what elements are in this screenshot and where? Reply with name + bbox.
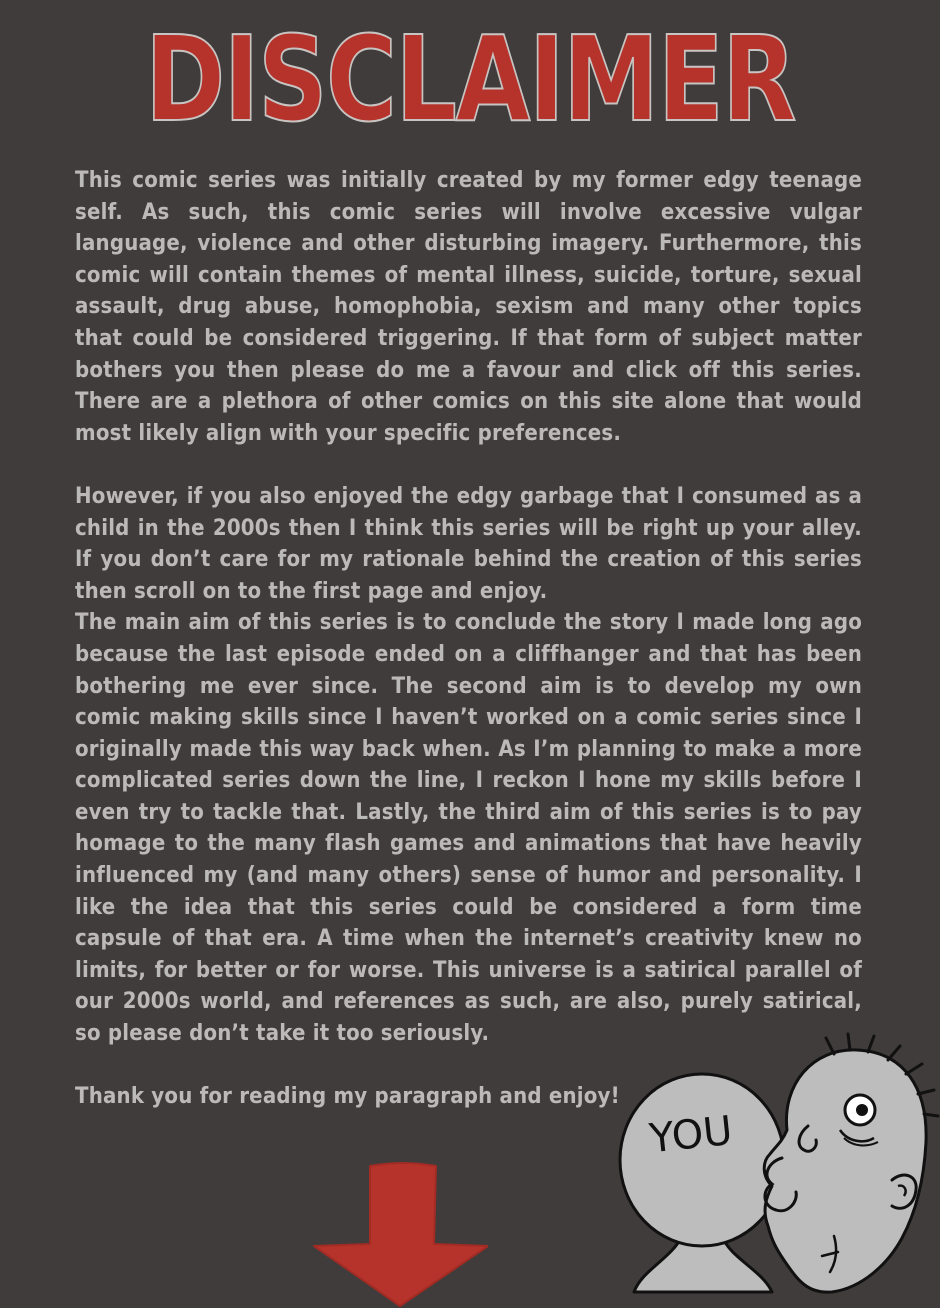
paragraph-content-warning: This comic series was initially created by my former edgy teenage self. As such, this comic series will involve excessive vulgar language, violence and other disturbing imagery. Furthermore, this comic will contain themes of mental illness, suicide, torture, sexual assault, drug abuse, homophobia, sexism and many other topics that could be considered triggering. If that form of subject matter bothers you then please do me a favour and click off this series. There are a plethora of other comics on this site alone that would most likely align with your specific preferences. <box>75 168 862 446</box>
head-shape <box>764 1050 926 1292</box>
paragraph-edgy-garbage: However, if you also enjoyed the edgy garbage that I consumed as a child in the 2000s then I think this series will be right up your alley. If you don’t care for my rationale behind the creation of this series then scroll on to the first page and enjoy. <box>75 483 862 604</box>
globe-label: YOU <box>647 1107 735 1163</box>
paragraph-thank-you: Thank you for reading my paragraph and enjoy! <box>75 1084 620 1110</box>
disclaimer-body <box>75 165 862 1113</box>
pupil <box>856 1104 868 1116</box>
face-kissing-globe-illustration <box>612 1030 940 1308</box>
page-title: DISCLAIMER <box>144 10 796 148</box>
paragraph-aims: The main aim of this series is to conclude the story I made long ago because the last episode ended on a cliffhanger and that has been bothering me ever since. The second aim is to develop my own comic making skills since I haven’t worked on a comic series since I originally made this way back when. As I’m planning to make a more complicated series down the line, I reckon I hone my skills before I even try to tackle that. Lastly, the third aim of this series is to pay homage to the many flash games and animations that have heavily influenced my (and many others) sense of humor and personality. I like the idea that this series could be considered a form time capsule of that era. A time when the internet’s creativity knew no limits, for better or for worse. This universe is a satirical parallel of our 2000s world, and references as such, are also, purely satirical, so please don’t take it too seriously. <box>75 610 862 1047</box>
down-arrow-icon <box>312 1158 488 1308</box>
globe-shape <box>620 1074 784 1246</box>
